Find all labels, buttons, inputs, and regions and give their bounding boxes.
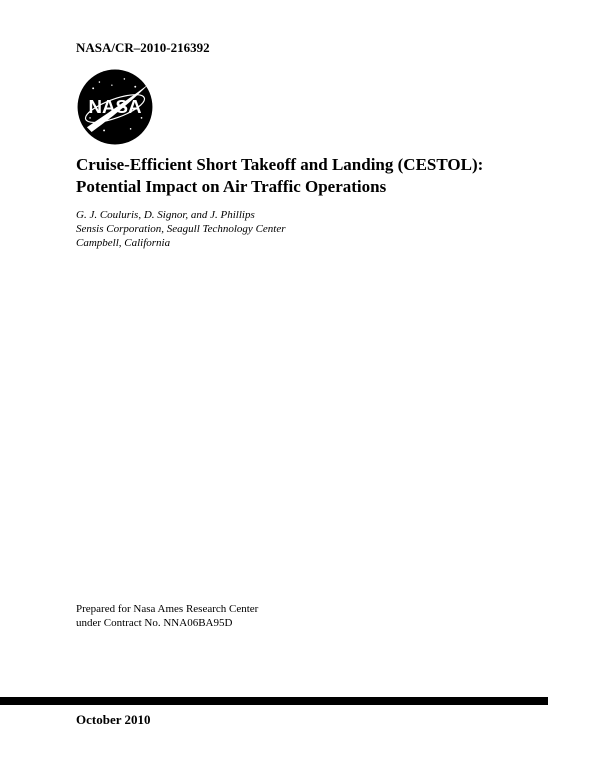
title-line: Potential Impact on Air Traffic Operations [76,177,387,196]
nasa-meatball-icon [76,68,154,146]
author-names: G. J. Couluris, D. Signor, and J. Phillips [76,209,255,221]
document-title [76,154,556,198]
logo-text: NASA [88,96,142,118]
publication-date: October 2010 [76,712,151,727]
contract-line: under Contract No. NNA06BA95D [76,617,233,629]
author-location: Campbell, California [76,237,171,249]
nasa-logo [76,68,154,146]
author-affiliation: Sensis Corporation, Seagull Technology Center [76,223,286,235]
author-block [76,208,286,250]
prepared-for-block [76,602,258,630]
prepared-for-line: Prepared for Nasa Ames Research Center [76,603,259,615]
report-number: NASA/CR–2010-216392 [76,40,210,55]
title-line: Cruise-Efficient Short Takeoff and Landing (CESTOL): [76,155,484,174]
divider-rule [0,697,548,705]
